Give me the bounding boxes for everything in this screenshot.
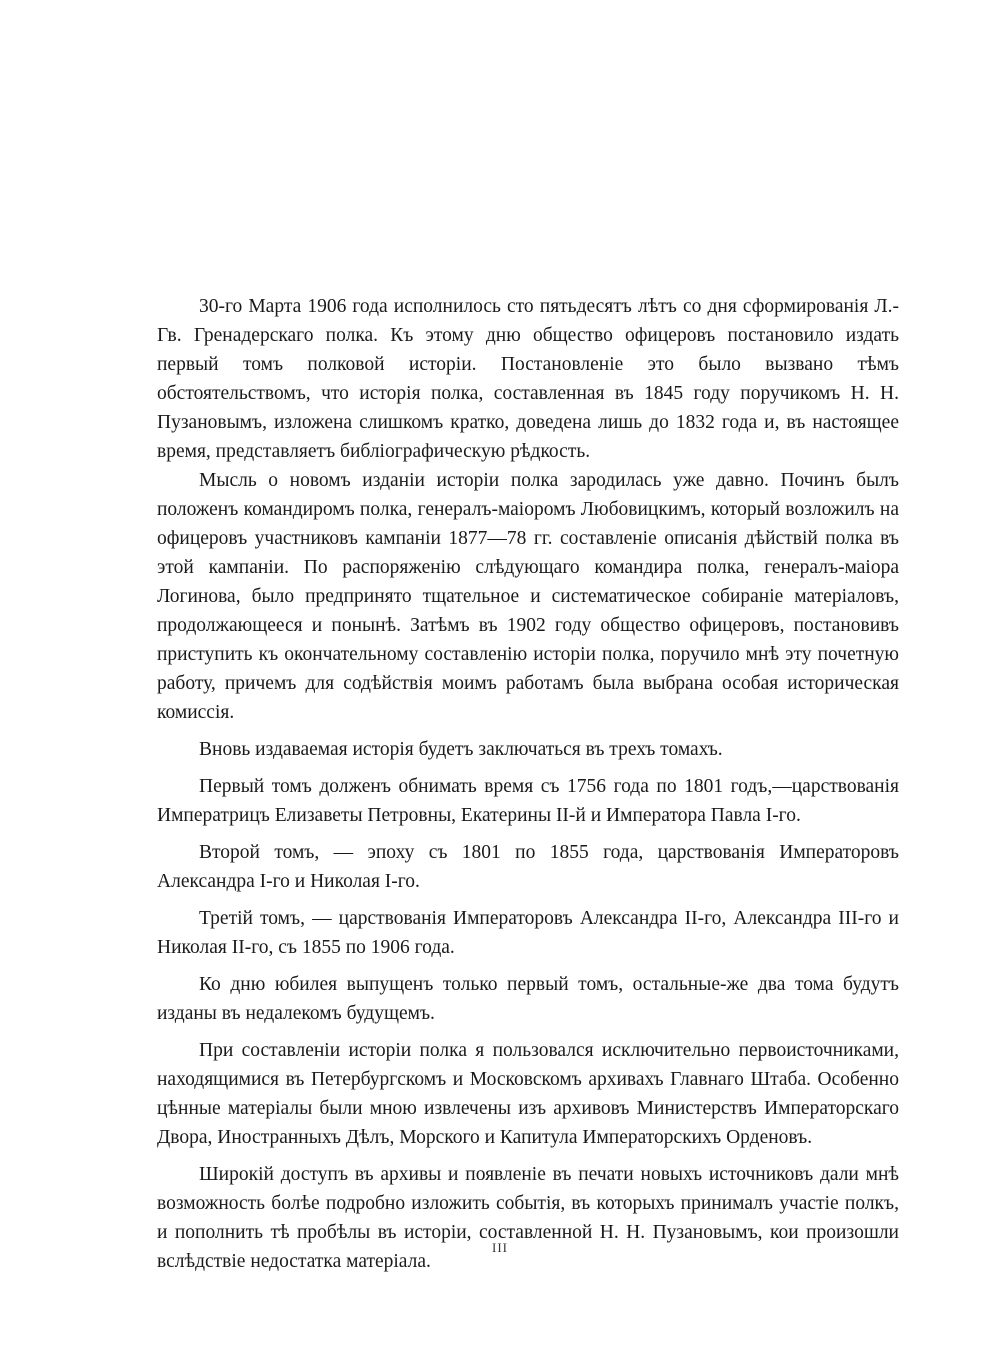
paragraph-origin: Мысль о новомъ изданіи исторіи полка зародилась уже давно. Починъ былъ положенъ командиромъ полка, генералъ-маіоромъ Любовицкимъ, который возложилъ на офицеровъ участниковъ кампаніи 1877—78 гг. составленіе описанія дѣйствій полка въ этой кампаніи. По распоряженію слѣдующаго командира полка, генералъ-маіора Логинова, было предпринято тщательное и систематическое собираніе матеріаловъ, продолжающееся и понынѣ. Затѣмъ въ 1902 году общество офицеровъ, постановивъ приступить къ окончательному составленію исторіи полка, поручило мнѣ эту почетную работу, причемъ для содѣйствія моимъ работамъ была выбрана особая историческая комиссія. — [157, 470, 899, 723]
paragraph-volume-three: Третій томъ, — царствованія Императоровъ Александра II-го, Александра III-го и Николая II-го, съ 1855 по 1906 года. — [157, 908, 899, 958]
paragraph-volume-two: Второй томъ, — эпоху съ 1801 по 1855 года, царствованія Императоровъ Александра I-го и Николая I-го. — [157, 842, 899, 892]
paragraph-volumes: Вновь издаваемая исторія будетъ заключаться въ трехъ томахъ. — [199, 739, 723, 760]
paragraph-jubilee: Ко дню юбилея выпущенъ только первый томъ, остальные-же два тома будутъ изданы въ недалекомъ будущемъ. — [157, 974, 899, 1024]
paragraph-archives: Широкій доступъ въ архивы и появленіе въ печати новыхъ источниковъ дали мнѣ возможность болѣе подробно изложить событія, въ которыхъ принималъ участіе полкъ, и пополнить тѣ пробѣлы въ исторіи, составленной Н. Н. Пузановымъ, кои произошли вслѣдствіе недостатка матеріала. — [157, 1164, 899, 1272]
body-text — [157, 292, 899, 1284]
paragraph-anniversary: 30-го Марта 1906 года исполнилось сто пятьдесятъ лѣтъ со дня сформированія Л.-Гв. Гренадерскаго полка. Къ этому дню общество офицеровъ постановило издать первый томъ полковой исторіи. Постановленіе это было вызвано тѣмъ обстоятельствомъ, что исторія полка, составленная въ 1845 году поручикомъ Н. Н. Пузановымъ, изложена слишкомъ кратко, доведена лишь до 1832 года и, въ настоящее время, представляетъ библіографическую рѣдкость. — [157, 296, 899, 462]
paragraph-sources: При составленіи исторіи полка я пользовался исключительно первоисточниками, находящимися въ Петербургскомъ и Московскомъ архивахъ Главнаго Штаба. Особенно цѣнные матеріалы были мною извлечены изъ архивовъ Министерствъ Императорскаго Двора, Иностранныхъ Дѣлъ, Морского и Капитула Императорскихъ Орденовъ. — [157, 1040, 899, 1148]
page-number: III — [492, 1240, 508, 1255]
paragraph-volume-one: Первый томъ долженъ обнимать время съ 1756 года по 1801 годъ,—царствованія Императрицъ Елизаветы Петровны, Екатерины II-й и Императора Павла I-го. — [157, 776, 899, 826]
